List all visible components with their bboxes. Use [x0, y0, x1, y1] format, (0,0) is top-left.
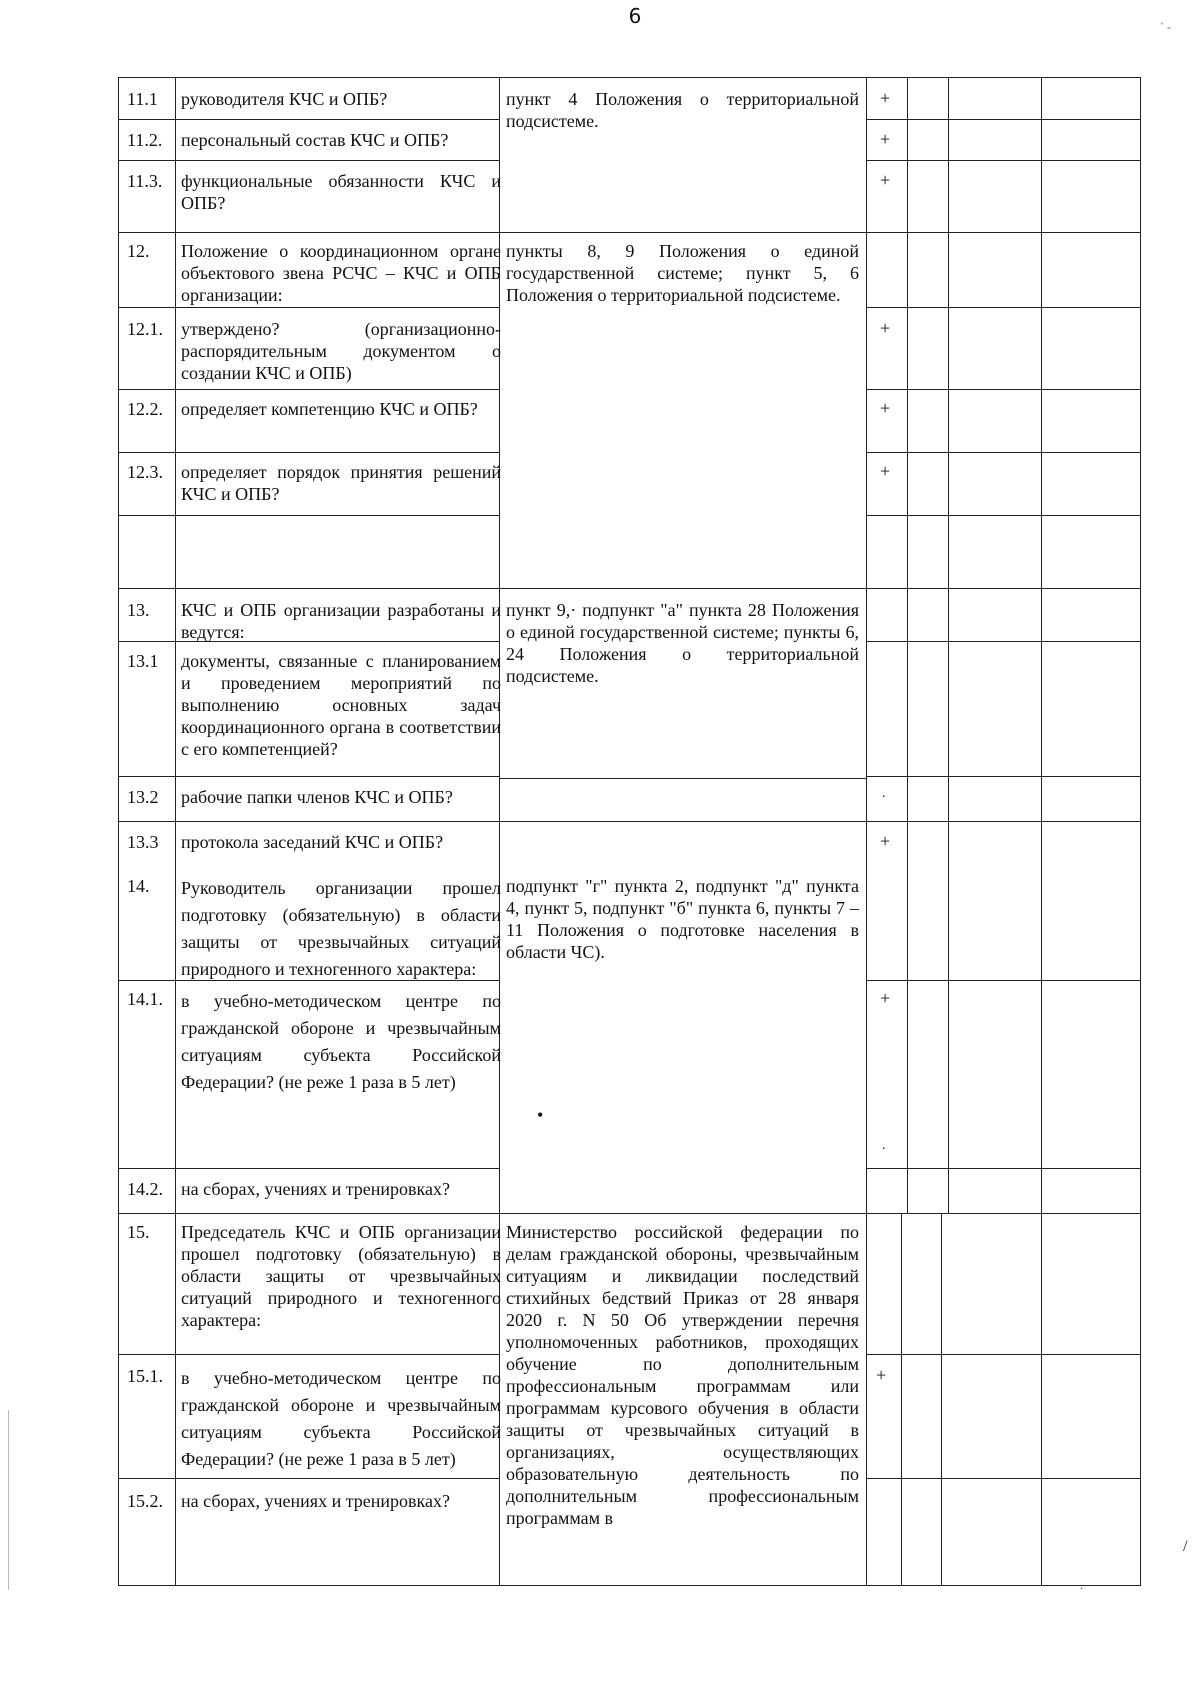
question-text: на сборах, учениях и тренировках? — [181, 1491, 450, 1511]
scan-edge-line — [8, 1410, 9, 1590]
reference-text: подпункт "г" пункта 2, подпункт "д" пункта 4, пункт 5, подпункт "б" пункта 6, пункты 7 – 11 Положения о подготовке населения в области ЧС). — [506, 876, 859, 962]
row-number: 13.3 — [127, 832, 159, 852]
row-number: 11.1 — [127, 89, 158, 109]
row-number: 13.1 — [127, 651, 159, 671]
stray-dot: • — [537, 1105, 544, 1125]
reference-text: Министерство российской федерации по делам гражданской обороны, чрезвычайным ситуациям и ликвидации последствий стихийных бедствий Приказ от 28 января 2020 г. N 50 Об утверждении перечня уполномоченных работников, проходящих обучение по дополнительным профессиональным программам или программам курсового обучения в области защиты от чрезвычайных ситуаций в организациях, осуществляющих образовательную деятельность по дополнительным профессиональным программам в — [506, 1222, 859, 1528]
scan-artifact: ` - — [1160, 20, 1171, 34]
question-text: рабочие папки членов КЧС и ОПБ? — [181, 787, 453, 807]
row-number: 11.3. — [127, 171, 163, 191]
row-number: 14. — [127, 876, 150, 896]
row-number: 15.2. — [127, 1491, 163, 1511]
question-text: в учебно-методическом центре по гражданской обороне и чрезвычайным ситуациям субъекта Российской Федерации? (не реже 1 раза в 5 лет) — [181, 991, 501, 1092]
plus-mark: + — [880, 398, 891, 418]
question-text: руководителя КЧС и ОПБ? — [181, 89, 388, 109]
plus-mark: + — [880, 129, 891, 149]
row-number: 12.1. — [127, 319, 163, 339]
scan-artifact: / — [1183, 1538, 1188, 1555]
stray-tick: . — [882, 786, 886, 801]
checklist-table — [118, 77, 1141, 1586]
question-text: документы, связанные с планированием и проведением мероприятий по выполнению основных задач координационного органа в соответствии с его компетенцией? — [181, 651, 501, 759]
row-divider — [119, 1213, 1140, 1214]
row-number: 11.2. — [127, 130, 163, 150]
question-text: утверждено? (организационно-распорядительным документом о создании КЧС и ОПБ) — [181, 319, 501, 383]
question-text: определяет компетенцию КЧС и ОПБ? — [181, 399, 478, 419]
row-number: 12.3. — [127, 462, 163, 482]
plus-mark: + — [880, 318, 891, 338]
plus-mark: + — [880, 988, 891, 1008]
question-text: определяет порядок принятия решений КЧС и ОПБ? — [181, 462, 501, 504]
plus-mark: + — [880, 831, 891, 851]
row-divider — [119, 821, 1140, 822]
row-number: 13.2 — [127, 787, 159, 807]
plus-mark: + — [880, 170, 891, 190]
row-number: 15. — [127, 1222, 150, 1242]
scan-artifact: . — [1080, 1578, 1083, 1592]
row-divider — [119, 588, 1140, 589]
row-number: 14.1. — [127, 989, 163, 1009]
row-number: 14.2. — [127, 1179, 163, 1199]
plus-mark: + — [880, 461, 891, 481]
question-text: Руководитель организации прошел подготовку (обязательную) в области защиты от чрезвычайных ситуаций природного и техногенного характера: — [181, 878, 501, 979]
question-text: в учебно-методическом центре по гражданской обороне и чрезвычайным ситуациям субъекта Российской Федерации? (не реже 1 раза в 5 лет) — [181, 1368, 501, 1469]
plus-mark: + — [880, 88, 891, 108]
question-text: протокола заседаний КЧС и ОПБ? — [181, 832, 444, 852]
question-text: Председатель КЧС и ОПБ организации прошел подготовку (обязательную) в области защиты от чрезвычайных ситуаций природного и техногенного характера: — [181, 1222, 501, 1330]
question-text: Положение о координационном органе объектового звена РСЧС – КЧС и ОПБ организации: — [181, 241, 501, 305]
question-text: КЧС и ОПБ организации разработаны и ведутся: — [181, 600, 501, 642]
reference-text: пункты 8, 9 Положения о единой государственной системе; пункт 5, 6 Положения о территориальной подсистеме. — [506, 241, 859, 305]
row-number: 15.1. — [127, 1366, 163, 1386]
question-text: функциональные обязанности КЧС и ОПБ? — [181, 171, 501, 213]
question-text: на сборах, учениях и тренировках? — [181, 1179, 450, 1199]
question-text: персональный состав КЧС и ОПБ? — [181, 130, 449, 150]
stray-tick: . — [882, 1138, 886, 1153]
row-number: 12. — [127, 241, 150, 261]
row-number: 12.2. — [127, 399, 163, 419]
row-number: 13. — [127, 600, 150, 620]
reference-text: пункт 4 Положения о территориальной подсистеме. — [506, 89, 859, 131]
plus-mark: + — [876, 1365, 887, 1385]
page-number: 6 — [628, 4, 642, 28]
row-divider — [119, 232, 1140, 233]
reference-text: пункт 9,· подпункт "а" пункта 28 Положения о единой государственной системе; пункты 6, 24 Положения о территориальной подсистеме. — [506, 600, 859, 686]
